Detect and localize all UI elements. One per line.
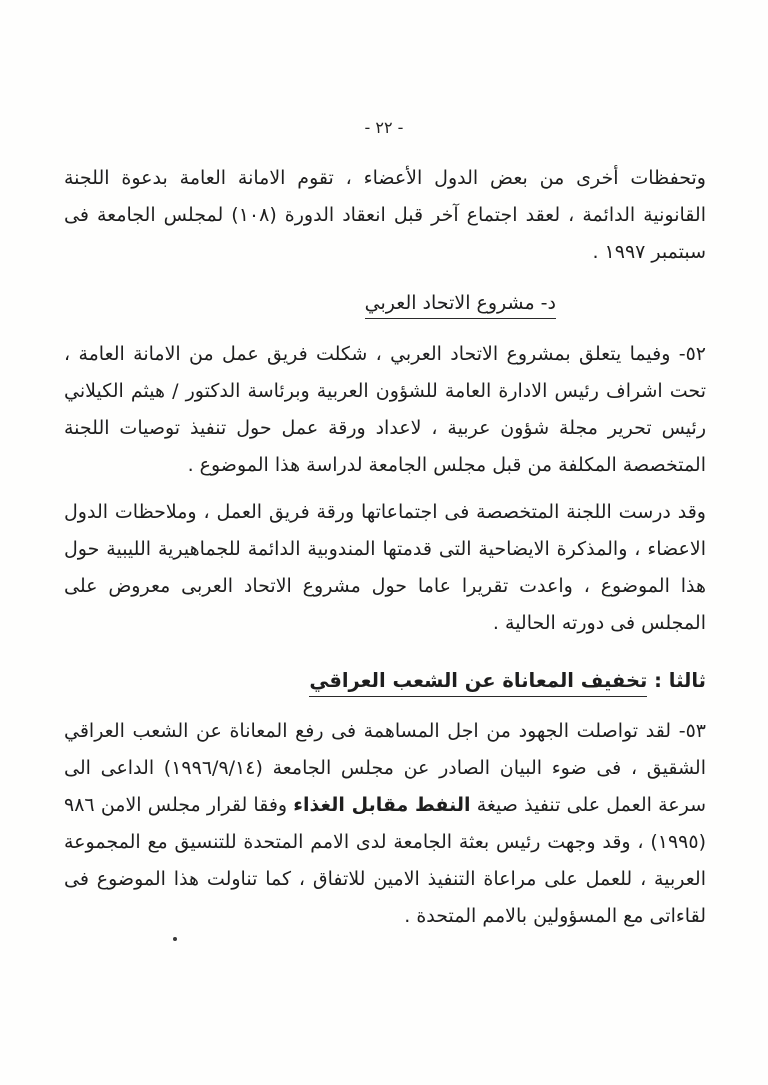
- paragraph-53-text-end: وفقا لقرار مجلس الامن ٩٨٦ (١٩٩٥) ، وقد وجهت رئيس بعثة الجامعة لدى الامم المتحدة للتنسيق مع المجموعة العربية ، للعمل على مراعاة التنفيذ الامين للاتفاق ، كما تناولت هذا الموضوع فى لقاءاتى مع المسؤولين بالامم المتحدة .: [64, 794, 706, 927]
- section-heading-iraq-relief: [64, 662, 706, 699]
- paragraph-reservations-continuation: وتحفظات أخرى من بعض الدول الأعضاء ، تقوم الامانة العامة بدعوة اللجنة القانونية الدائمة ، لعقد اجتماع آخر قبل انعقاد الدورة (١٠٨) لمجلس الجامعة فى سبتمبر ١٩٩٧ .: [64, 167, 706, 263]
- section-heading-arab-union: [64, 285, 556, 322]
- paragraph-52-arab-union-workgroup: ٥٢- وفيما يتعلق بمشروع الاتحاد العربي ، شكلت فريق عمل من الامانة العامة ، تحت اشراف رئيس الادارة العامة للشؤون العربية وبرئاسة الدكتور / هيثم الكيلاني رئيس تحرير مجلة شؤون عربية ، لاعداد ورقة عمل حول تنفيذ توصيات اللجنة المتخصصة المكلفة من قبل مجلس الجامعة لدراسة هذا الموضوع .: [64, 343, 706, 476]
- section-heading-iraq-label: ثالثا :: [654, 669, 706, 692]
- page-number: - ٢٢ -: [364, 118, 404, 137]
- paragraph-53-text-start: ٥٣- لقد تواصلت الجهود من اجل المساهمة فى رفع المعاناة عن الشعب العراقي الشقيق ، فى ضوء البيان الصادر عن مجلس الجامعة (١٩٩٦/٩/١٤) الداعى الى سرعة العمل على تنفيذ صيغة: [64, 720, 707, 816]
- document-body: [64, 160, 706, 945]
- section-heading-arab-union-text: د- مشروع الاتحاد العربي: [365, 292, 556, 319]
- paragraph-53-iraq-efforts: [64, 713, 706, 935]
- paragraph-53-oil-for-food-emphasis: النفط مقابل الغذاء: [293, 794, 471, 816]
- paragraph-specialized-committee-report: وقد درست اللجنة المتخصصة فى اجتماعاتها ورقة فريق العمل ، وملاحظات الدول الاعضاء ، والمذكرة الايضاحية التى قدمتها المندوبية الدائمة للجماهيرية الليبية حول هذا الموضوع ، واعدت تقريرا عاما حول مشروع الاتحاد العربى معروض على المجلس فى دورته الحالية .: [64, 501, 706, 634]
- section-heading-iraq-title: تخفيف المعاناة عن الشعب العراقي: [309, 669, 647, 697]
- scan-artifact-dot: [173, 937, 177, 941]
